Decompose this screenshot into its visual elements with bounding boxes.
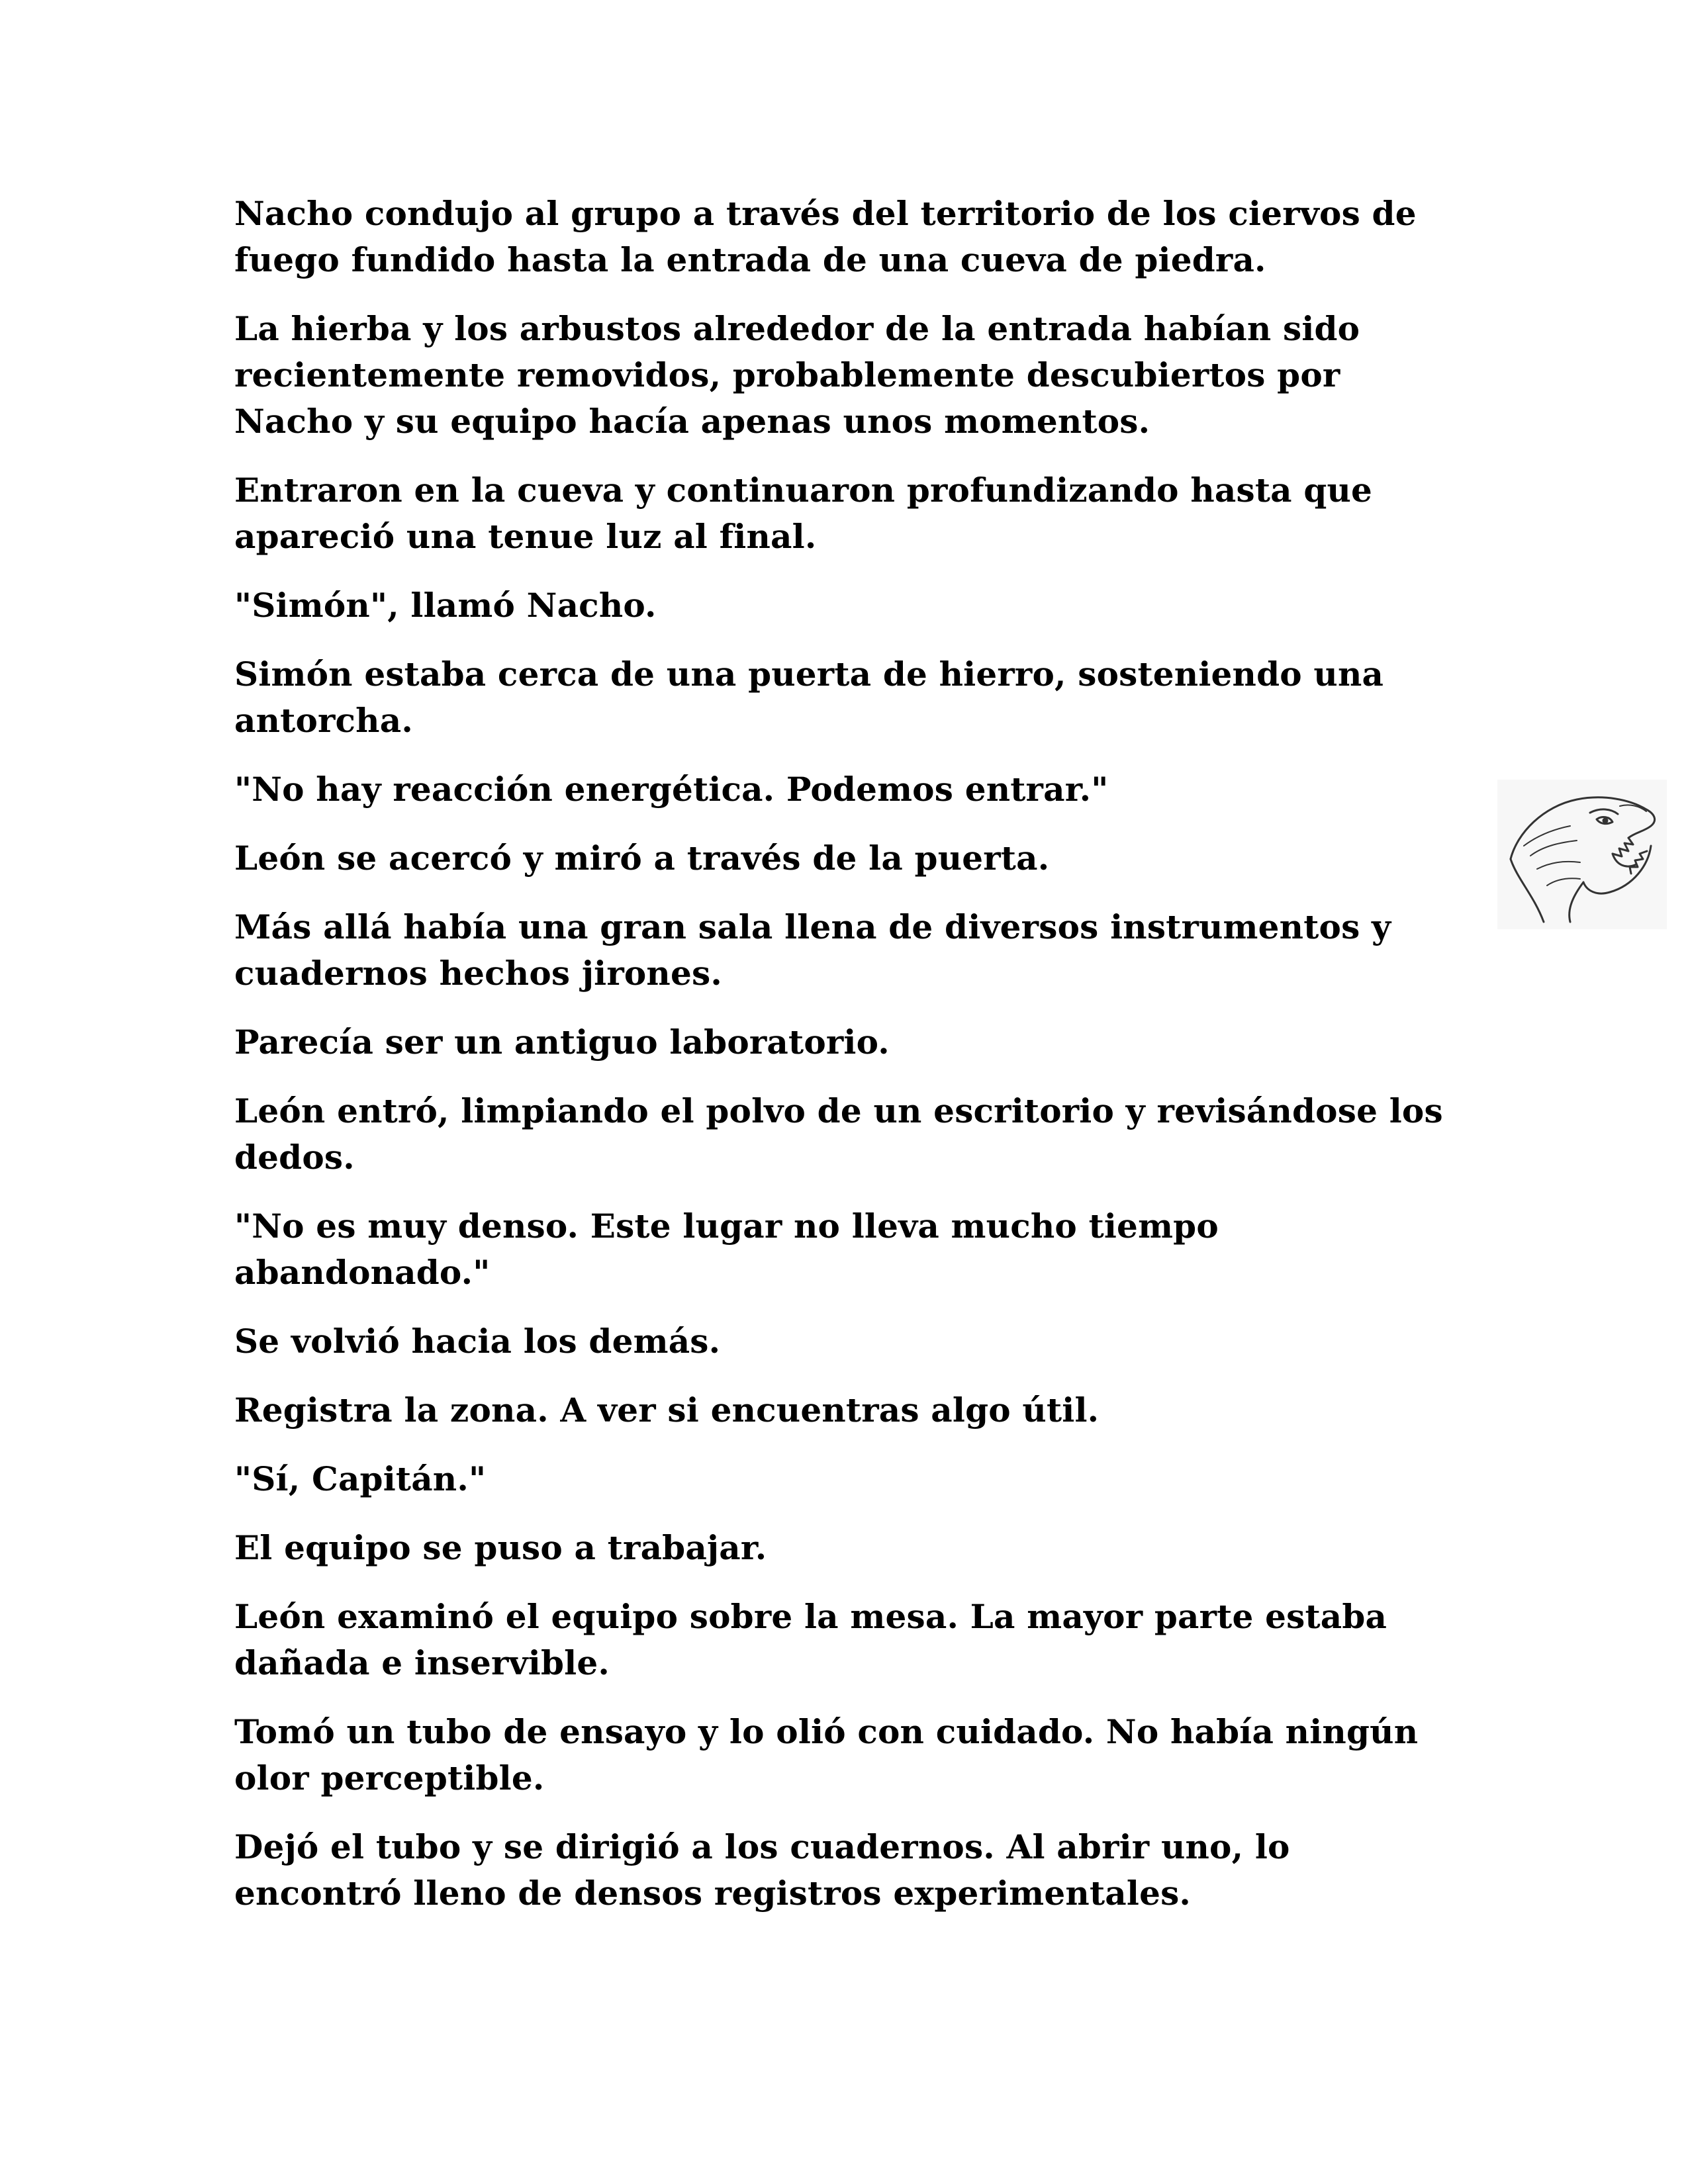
paragraph: "Sí, Capitán." <box>234 1459 487 1498</box>
paragraph: Simón estaba cerca de una puerta de hierro, sosteniendo una antorcha. <box>234 655 1384 740</box>
paragraph: Nacho condujo al grupo a través del territorio de los ciervos de fuego fundido hasta la entrada de una cueva de piedra. <box>234 194 1417 279</box>
paragraph: León examinó el equipo sobre la mesa. La mayor parte estaba dañada e inservible. <box>234 1597 1387 1682</box>
paragraph: León entró, limpiando el polvo de un escritorio y revisándose los dedos. <box>234 1091 1443 1177</box>
paragraph: Entraron en la cueva y continuaron profundizando hasta que apareció una tenue luz al final. <box>234 471 1373 556</box>
paragraph: El equipo se puso a trabajar. <box>234 1528 767 1567</box>
paragraph: Dejó el tubo y se dirigió a los cuadernos. Al abrir uno, lo encontró lleno de densos registros experimentales. <box>234 1827 1290 1913</box>
paragraph: Parecía ser un antiguo laboratorio. <box>234 1023 890 1062</box>
paragraph: Tomó un tubo de ensayo y lo olió con cuidado. No había ningún olor perceptible. <box>234 1712 1419 1797</box>
paragraph: León se acercó y miró a través de la puerta. <box>234 839 1050 878</box>
paragraph: "No hay reacción energética. Podemos entrar." <box>234 770 1109 809</box>
paragraph: La hierba y los arbustos alrededor de la entrada habían sido recientemente removidos, probablemente descubiertos por Nacho y su equipo hacía apenas unos momentos. <box>234 309 1360 441</box>
paragraph: "Simón", llamó Nacho. <box>234 586 657 625</box>
story-text <box>234 191 1452 1939</box>
paragraph: "No es muy denso. Este lugar no lleva mucho tiempo abandonado." <box>234 1206 1219 1292</box>
dinosaur-head-sketch-icon <box>1497 780 1667 929</box>
paragraph: Registra la zona. A ver si encuentras algo útil. <box>234 1390 1100 1430</box>
paragraph: Más allá había una gran sala llena de diversos instrumentos y cuadernos hechos jirones. <box>234 907 1391 993</box>
paragraph: Se volvió hacia los demás. <box>234 1322 721 1361</box>
